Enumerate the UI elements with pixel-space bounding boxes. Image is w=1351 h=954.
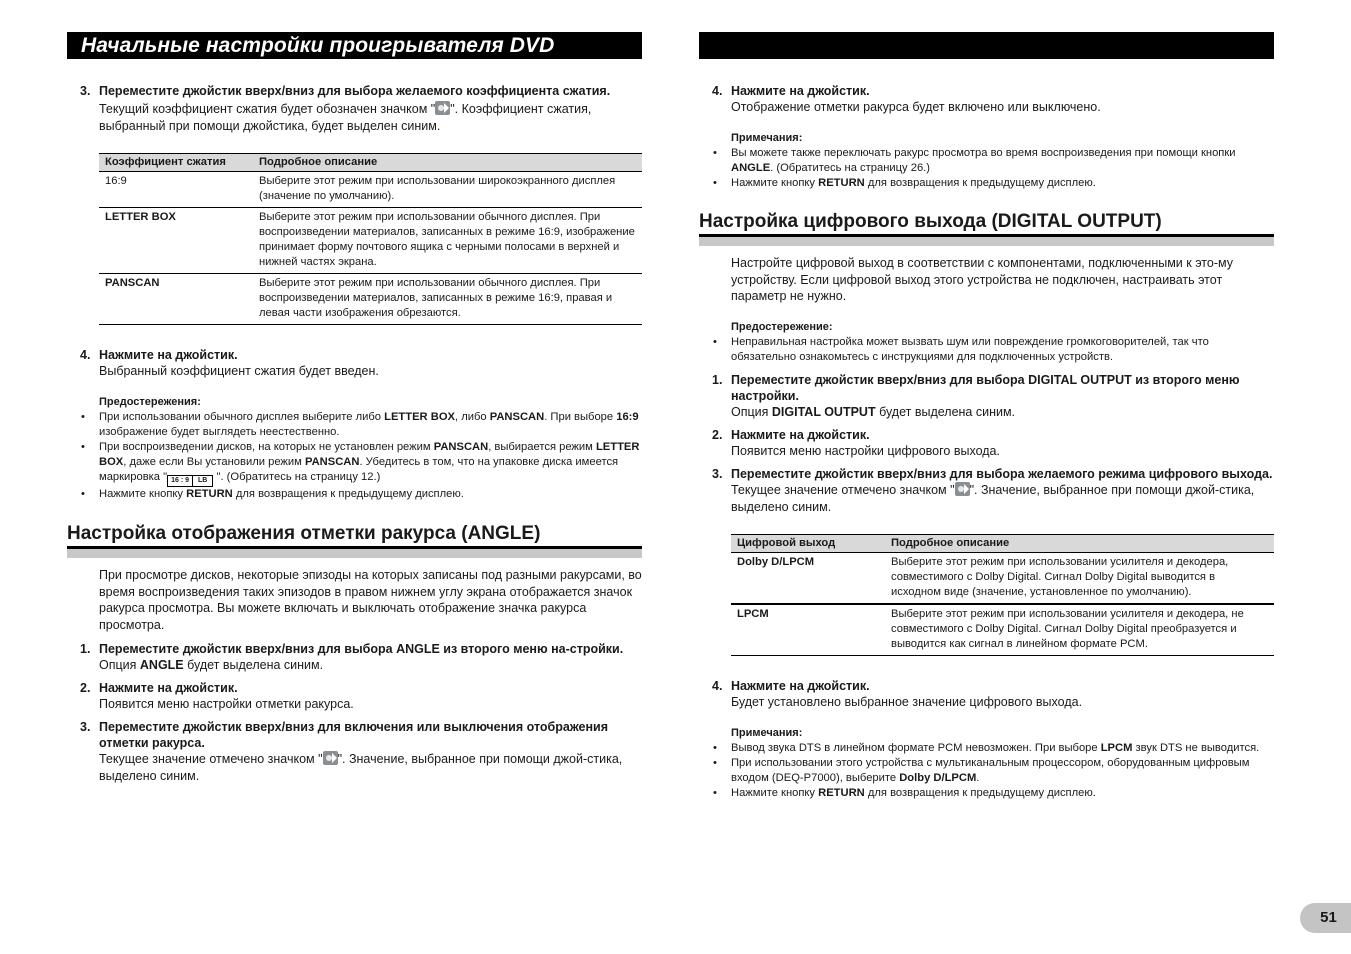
- widescreen-lb-mark-icon: 16 : 9 LB: [167, 475, 213, 487]
- step-text: Появится меню настройки цифрового выхода.: [731, 443, 1000, 458]
- step-number: 3.: [80, 84, 91, 98]
- step-title: Нажмите на джойстик.: [731, 678, 870, 693]
- step-text: Появится меню настройки отметки ракурса.: [99, 697, 354, 711]
- aspect-step-3: [67, 83, 642, 135]
- section-intro: При просмотре дисков, некоторые эпизоды на которых записаны под разными ракурсами, во время воспроизведения таких эпизодов в правом нижнем углу экрана отображается значок ракурса просмотра. Вы можете включать и выключать отображение значка ракурса просмотра.: [99, 568, 642, 632]
- cautions-block: [67, 395, 642, 502]
- step-number: 4.: [712, 84, 723, 98]
- heading-underbar: [67, 549, 642, 558]
- digital-output-table: [731, 534, 1274, 656]
- section-intro: Настройте цифровой выход в соответствии с компонентами, подключенными к это-му устройству. Если цифровой выход этого устройства не подключен, настраивать этот параметр не нужно.: [731, 256, 1233, 303]
- table-row: [99, 208, 642, 274]
- table-row: [99, 274, 642, 325]
- step-title: Переместите джойстик вверх/вниз для выбора желаемого коэффициента сжатия.: [99, 84, 611, 98]
- table-header: Подробное описание: [253, 154, 642, 172]
- right-column: [699, 32, 1274, 801]
- notes-list: [731, 741, 1274, 801]
- table-header: Коэффициент сжатия: [99, 154, 253, 172]
- table-cell-key: Dolby D/LPCM: [731, 552, 885, 604]
- step-title: Переместите джойстик вверх/вниз для выбора ANGLE из второго меню на-стройки.: [99, 642, 624, 656]
- note-item: • Нажмите кнопку RETURN для возвращения к предыдущему дисплею.: [711, 786, 1274, 801]
- angle-section: [67, 522, 642, 785]
- digital-notes-block: [699, 726, 1274, 801]
- section-heading: Настройка отображения отметки ракурса (ANGLE): [67, 522, 642, 549]
- table-cell-key: LETTER BOX: [99, 208, 253, 274]
- note-item: • Вы можете также переключать ракурс просмотра во время воспроизведения при помощи кнопки ANGLE. (Обратитесь на страницу 26.): [711, 146, 1274, 176]
- page-number: 51: [1300, 903, 1351, 933]
- step-number: 4.: [712, 678, 723, 693]
- table-row: [731, 604, 1274, 656]
- step-text: Будет установлено выбранное значение цифрового выхода.: [731, 694, 1083, 709]
- digital-output-section: [699, 210, 1274, 801]
- caution-list: [731, 335, 1274, 365]
- caution-title: Предостережение:: [731, 320, 833, 333]
- step-title: Переместите джойстик вверх/вниз для выбора DIGITAL OUTPUT из второго меню настройки.: [731, 372, 1240, 403]
- table-cell-desc: Выберите этот режим при использовании широкоэкранного дисплея (значение по умолчанию).: [253, 172, 642, 208]
- notes-title: Примечания:: [731, 726, 803, 739]
- notes-list: [731, 146, 1274, 191]
- step-text: Опция DIGITAL OUTPUT будет выделена синим.: [731, 404, 1016, 419]
- caution-item: • Неправильная настройка может вызвать шум или повреждение громкоговорителей, так что обязательно ознакомьтесь с инструкциями для подключенных устройств.: [711, 335, 1274, 365]
- notes-title: Примечания:: [731, 132, 803, 144]
- current-value-icon: [955, 482, 970, 496]
- step-text: Опция ANGLE будет выделена синим.: [99, 658, 324, 672]
- table-cell-desc: Выберите этот режим при использовании усилителя и декодера, не совместимого с Dolby Digital. Сигнал Dolby Digital преобразуется и выводится как сигнал в линейном формате PCM.: [885, 604, 1274, 656]
- step-title: Нажмите на джойстик.: [99, 681, 238, 695]
- table-cell-key: 16:9: [99, 172, 253, 208]
- step-text: Выбранный коэффициент сжатия будет введен.: [99, 364, 379, 378]
- table-cell-desc: Выберите этот режим при использовании усилителя и декодера, совместимого с Dolby Digital. Сигнал Dolby Digital выводится в исходном виде (значение, установленное по умолчанию).: [885, 552, 1274, 604]
- step-number: 2.: [712, 427, 723, 442]
- angle-notes-block: [699, 131, 1274, 191]
- table-cell-desc: Выберите этот режим при использовании обычного дисплея. При воспроизведении материалов, записанных в режиме 16:9, правая и левая части изображения обрезаются.: [253, 274, 642, 325]
- aspect-table-wrap: [67, 153, 642, 325]
- digital-caution-block: [699, 320, 1274, 365]
- step-text: Текущее значение отмечено значком " ". Значение, выбранное при помощи джой-стика, выделено синим.: [731, 482, 1255, 514]
- step-number: 3.: [80, 720, 91, 734]
- aspect-step-4: [67, 347, 642, 380]
- caution-item: • При воспроизведении дисков, на которых не установлен режим PANSCAN, выбирается режим LETTER BOX, даже если Вы установили режим PANSCAN. Убедитесь в том, что на упаковке диска имеется маркировка " 16 : 9 LB ". (Обратитесь на страницу 12.): [79, 440, 642, 487]
- current-value-icon: [435, 101, 450, 115]
- angle-step-2: [67, 680, 642, 713]
- step-title: Нажмите на джойстик.: [731, 427, 870, 442]
- step-title: Переместите джойстик вверх/вниз для включения или выключения отображения отметки ракурса.: [99, 720, 609, 750]
- cautions-list: [99, 410, 642, 502]
- step-text: Текущее значение отмечено значком " ". Значение, выбранное при помощи джой-стика, выделено синим.: [99, 752, 623, 783]
- digital-step-1: [699, 372, 1274, 421]
- step-number: 1.: [712, 372, 723, 387]
- step-number: 1.: [80, 642, 91, 656]
- note-item: • Вывод звука DTS в линейном формате PCM невозможен. При выборе LPCM звук DTS не выводится.: [711, 741, 1274, 756]
- step-text: Текущий коэффициент сжатия будет обозначен значком " ". Коэффициент сжатия, выбранный при помощи джойстика, будет выделен синим.: [99, 102, 592, 133]
- left-column: [67, 32, 642, 785]
- heading-underbar: [699, 237, 1274, 246]
- step-number: 2.: [80, 681, 91, 695]
- cautions-title: Предостережения:: [99, 396, 201, 408]
- digital-step-4: [699, 678, 1274, 711]
- note-item: • При использовании этого устройства с мультиканальным процессором, оборудованным цифровым входом (DEQ-P7000), выберите Dolby D/LPCM.: [711, 756, 1274, 786]
- chapter-title: Начальные настройки проигрывателя DVD: [67, 32, 642, 59]
- angle-step-1: [67, 641, 642, 674]
- digital-table-wrap: [699, 534, 1274, 656]
- step-title: Нажмите на джойстик.: [99, 348, 238, 362]
- table-header: Цифровой выход: [731, 534, 885, 552]
- step-number: 4.: [80, 348, 91, 362]
- chapter-bar-blank: [699, 32, 1274, 59]
- angle-step-3: [67, 719, 642, 785]
- current-value-icon: [323, 751, 338, 765]
- digital-step-3: [699, 466, 1274, 516]
- table-row: [99, 172, 642, 208]
- step-title: Нажмите на джойстик.: [731, 84, 870, 98]
- table-cell-key: LPCM: [731, 604, 885, 656]
- table-header-row: [99, 154, 642, 172]
- caution-item: • Нажмите кнопку RETURN для возвращения к предыдущему дисплею.: [79, 487, 642, 502]
- table-cell-desc: Выберите этот режим при использовании обычного дисплея. При воспроизведении материалов, записанных в режиме 16:9, изображение принимает форму почтового ящика с черными полосами в верхней и нижней частях экрана.: [253, 208, 642, 274]
- section-heading: Настройка цифрового выхода (DIGITAL OUTPUT): [699, 210, 1274, 237]
- table-header: Подробное описание: [885, 534, 1274, 552]
- step-title: Переместите джойстик вверх/вниз для выбора желаемого режима цифрового выхода.: [731, 466, 1273, 481]
- table-header-row: [731, 534, 1274, 552]
- step-text: Отображение отметки ракурса будет включено или выключено.: [731, 100, 1101, 114]
- angle-step-4: [699, 83, 1274, 116]
- step-number: 3.: [712, 466, 723, 481]
- table-cell-key: PANSCAN: [99, 274, 253, 325]
- caution-item: • При использовании обычного дисплея выберите либо LETTER BOX, либо PANSCAN. При выборе 16:9 изображение будет выглядеть неестественно.: [79, 410, 642, 440]
- aspect-ratio-table: [99, 153, 642, 325]
- note-item: • Нажмите кнопку RETURN для возвращения к предыдущему дисплею.: [711, 176, 1274, 191]
- digital-step-2: [699, 427, 1274, 460]
- table-row: [731, 552, 1274, 604]
